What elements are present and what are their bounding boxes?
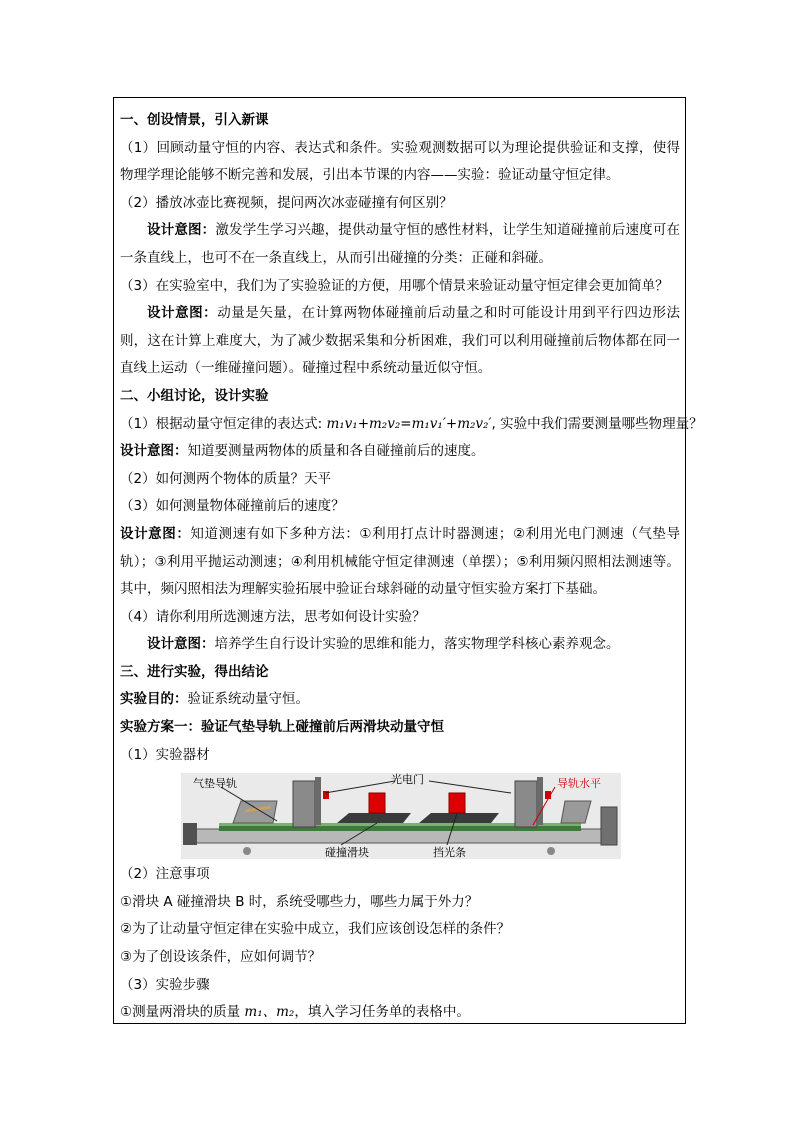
- notes-heading: （2）注意事项: [120, 866, 210, 883]
- design-intent-text: 动量是矢量，在计算两物体碰撞前后动量之和时可能设计用到平行四边形法则，这在计算上难度大，为了减少数据采集和分析困难，我们可以利用碰撞前后物体都在同一直线上运动（一维碰撞问题）。碰撞过程中系统动量近似守恒。: [120, 305, 680, 377]
- design-intent-1-2: [120, 217, 680, 272]
- equipment-heading: （1）实验器材: [120, 746, 210, 763]
- goal-label: 实验目的：: [120, 691, 188, 708]
- label-photogate: 光电门: [391, 773, 424, 787]
- pointer-photogate-right: [429, 781, 511, 793]
- design-intent-1-3: [120, 300, 680, 383]
- design-intent-2-3: [120, 521, 680, 604]
- foot-right: [547, 847, 555, 855]
- slider-b: [419, 813, 499, 823]
- step-text: ①测量两滑块的质量: [120, 1004, 245, 1021]
- note-3: ③为了创设该条件，应如何调节？: [120, 949, 322, 966]
- design-intent-text: 培养学生自行设计实验的思维和能力，落实物理学科核心素养观念。: [214, 636, 620, 653]
- shading-bar-a: [369, 793, 385, 813]
- question-2-2: （2）如何测两个物体的质量？天平: [120, 470, 332, 487]
- photogate-left-side: [315, 777, 321, 825]
- question-2-3: （3）如何测量物体碰撞前后的速度？: [120, 498, 345, 515]
- question-2-1: [120, 411, 703, 439]
- foot-left: [243, 847, 251, 855]
- question-1-2: （2）播放冰壶比赛视频，提问两次冰壶碰撞有何区别？: [120, 194, 453, 211]
- track-end-right: [601, 807, 617, 845]
- note-2: ②为了让动量守恒定律在实验中成立，我们应该创设怎样的条件？: [120, 921, 511, 938]
- label-shading: 挡光条: [433, 846, 466, 860]
- lesson-table-cell: [113, 97, 703, 1024]
- air-track-figure: [181, 773, 621, 859]
- design-intent-text: 知道测速有如下多种方法：①利用打点计时器测速；②利用光电门测速（气垫导轨）；③利用平抛运动测速；④利用机械能守恒定律测速（单摆）；⑤利用频闪照相法测速等。其中，频闪照相法为理解实验拓展中验证台球斜碰的动量守恒实验方案打下基础。: [120, 525, 680, 598]
- design-intent-label: 设计意图：: [147, 222, 216, 239]
- shading-bar-b: [449, 793, 465, 813]
- step-1: [120, 999, 680, 1027]
- lesson-content: [120, 107, 703, 1027]
- design-intent-label: 设计意图：: [120, 443, 188, 460]
- design-intent-2-1: [120, 438, 680, 466]
- photogate-right-side: [537, 777, 543, 825]
- experiment-plan-1: 实验方案一：验证气垫导轨上碰撞前后两滑块动量守恒: [120, 719, 444, 736]
- design-intent-text: 激发学生学习兴趣，提供动量守恒的感性材料，让学生知道碰撞前后速度可在一条直线上，也可不在一条直线上，从而引出碰撞的分类：正碰和斜碰。: [120, 222, 681, 266]
- photogate-right: [515, 781, 537, 827]
- momentum-formula: m₁v₁+m₂v₂=m₁v₁′+m₂v₂′: [326, 415, 492, 432]
- label-air-track: 气垫导轨: [193, 777, 237, 791]
- track-end-left: [183, 823, 197, 845]
- label-level: 导轨水平: [557, 777, 601, 791]
- question-text: , 实验中我们需要测量哪些物理量？: [491, 415, 703, 432]
- question-text: （1）根据动量守恒定律的表达式:: [120, 415, 327, 432]
- note-1: ①滑块 A 碰撞滑块 B 时，系统受哪些力，哪些力属于外力？: [120, 893, 479, 910]
- design-intent-text: 知道要测量两物体的质量和各自碰撞前后的速度。: [187, 443, 485, 460]
- design-intent-2-4: [120, 631, 680, 659]
- label-slider: 碰撞滑块: [325, 846, 369, 860]
- design-intent-label: 设计意图：: [147, 636, 215, 653]
- question-2-4: （4）请你利用所选测速方法，思考如何设计实验？: [120, 608, 426, 625]
- mass-symbols: m₁、m₂: [244, 1004, 295, 1021]
- left-bracket: [233, 801, 277, 823]
- track-base: [193, 829, 609, 843]
- right-bracket: [561, 801, 591, 823]
- experiment-goal: [120, 686, 680, 714]
- pointer-photogate-left: [325, 781, 395, 793]
- photogate-left: [293, 781, 315, 827]
- design-intent-label: 设计意图：: [147, 305, 218, 322]
- slider-a: [337, 813, 411, 823]
- section-heading-3: 三、进行实验，得出结论: [120, 663, 269, 680]
- steps-heading: （3）实验步骤: [120, 976, 210, 993]
- question-1-1: （1）回顾动量守恒的内容、表达式和条件。实验观测数据可以为理论提供验证和支撑，使得物理学理论能够不断完善和发展，引出本节课的内容——实验：验证动量守恒定律。: [120, 139, 680, 184]
- design-intent-label: 设计意图：: [120, 525, 191, 542]
- question-1-3: （3）在实验室中，我们为了实验验证的方便，用哪个情景来验证动量守恒定律会更加简单？: [120, 277, 669, 294]
- section-heading-2: 二、小组讨论，设计实验: [120, 387, 269, 404]
- section-heading-1: 一、创设情景，引入新课: [120, 112, 269, 128]
- goal-text: 验证系统动量守恒。: [187, 691, 309, 708]
- step-text: ，填入学习任务单的表格中。: [294, 1004, 470, 1021]
